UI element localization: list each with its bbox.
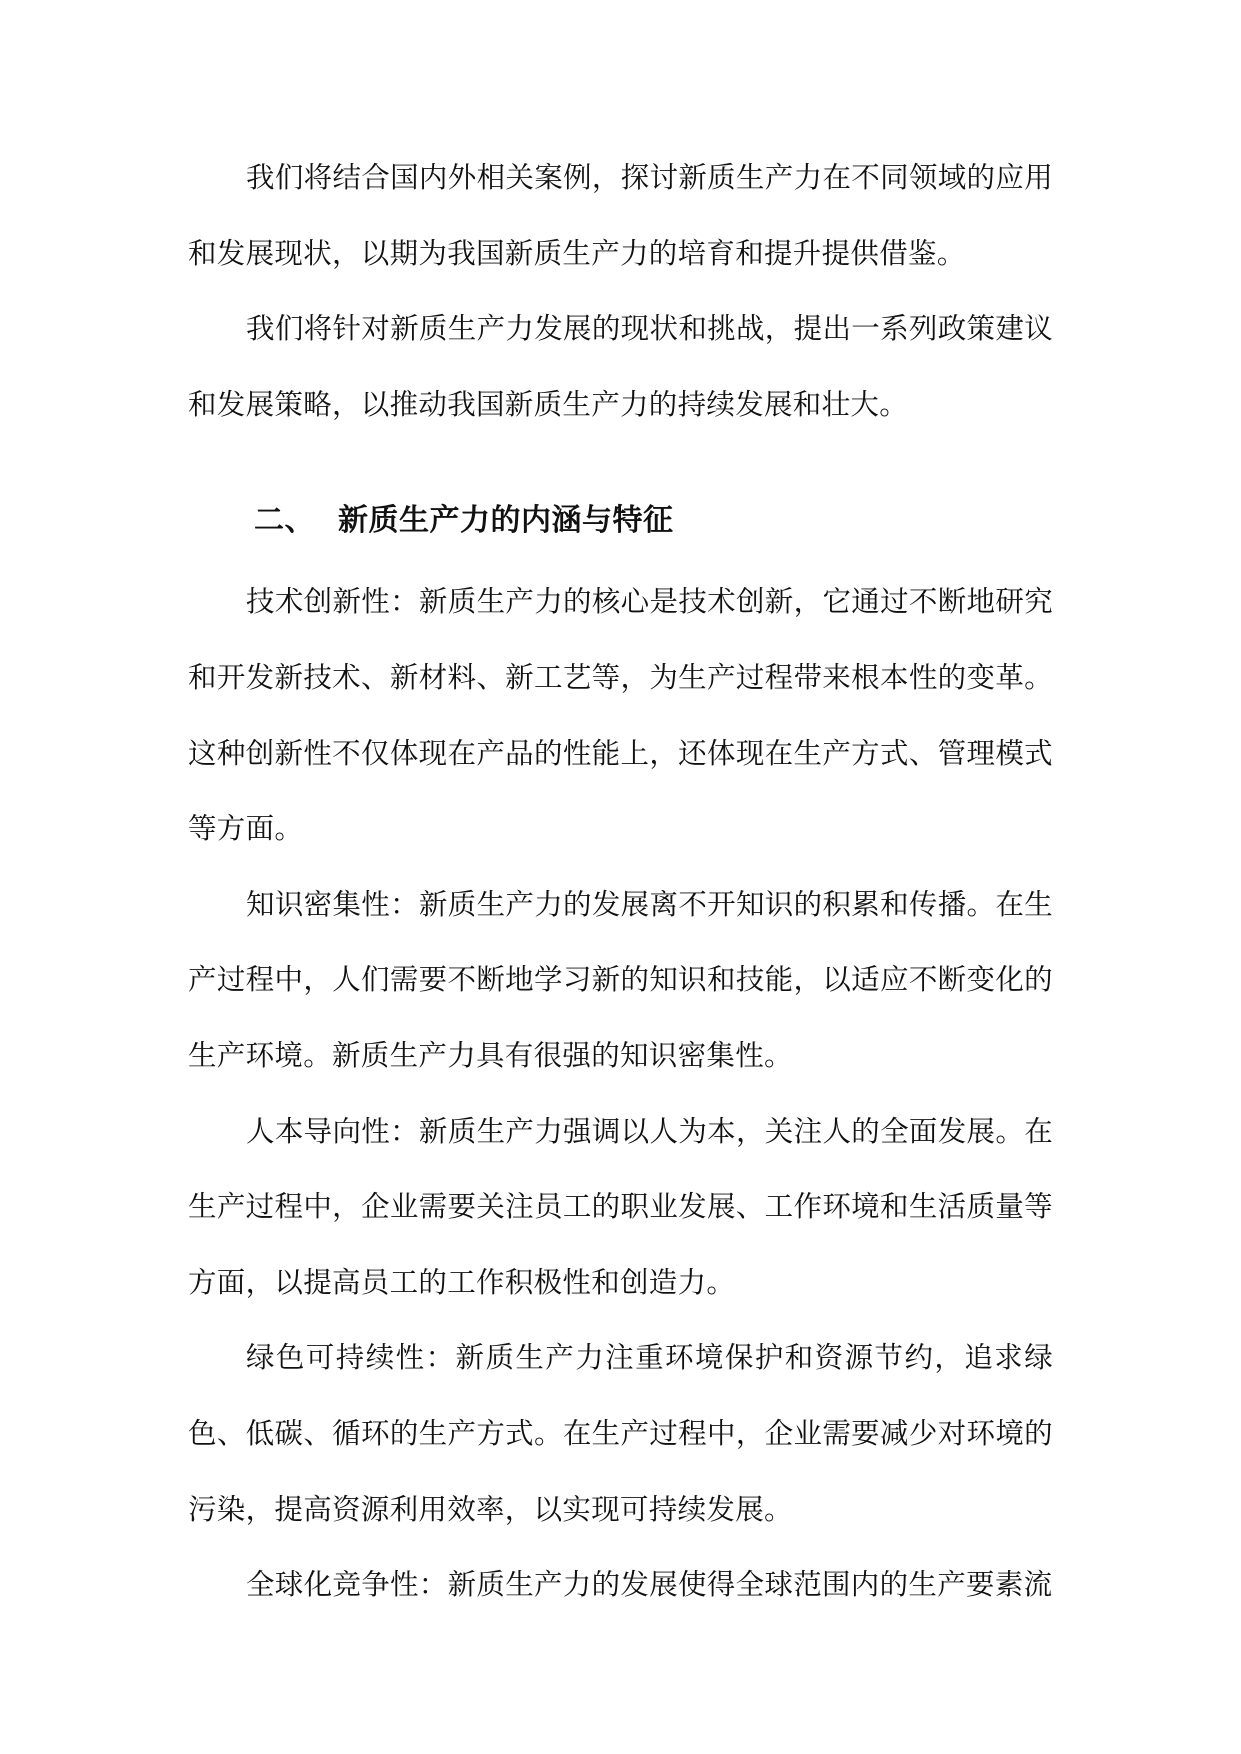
body-paragraph: 我们将针对新质生产力发展的现状和挑战，提出一系列政策建议和发展策略，以推动我国新质生产力的持续发展和壮大。 <box>188 312 1053 421</box>
body-paragraph: 绿色可持续性：新质生产力注重环境保护和资源节约，追求绿色、低碳、循环的生产方式。在生产过程中，企业需要减少对环境的污染，提高资源利用效率，以实现可持续发展。 <box>188 1341 1053 1526</box>
body-paragraph: 全球化竞争性：新质生产力的发展使得全球范围内的生产要素流 <box>246 1568 1053 1602</box>
body-paragraph: 技术创新性：新质生产力的核心是技术创新，它通过不断地研究和开发新技术、新材料、新工艺等，为生产过程带来根本性的变革。这种创新性不仅体现在产品的性能上，还体现在生产方式、管理模式等方面。 <box>188 585 1053 846</box>
body-paragraph: 知识密集性：新质生产力的发展离不开知识的积累和传播。在生产过程中，人们需要不断地学习新的知识和技能，以适应不断变化的生产环境。新质生产力具有很强的知识密集性。 <box>188 887 1053 1072</box>
document-body <box>188 140 1053 1623</box>
section-number: 二、 <box>254 503 315 539</box>
section-heading <box>188 484 1053 558</box>
body-paragraph: 人本导向性：新质生产力强调以人为本，关注人的全面发展。在生产过程中，企业需要关注员工的职业发展、工作环境和生活质量等方面，以提高员工的工作积极性和创造力。 <box>188 1114 1053 1299</box>
body-paragraph: 我们将结合国内外相关案例，探讨新质生产力在不同领域的应用和发展现状，以期为我国新质生产力的培育和提升提供借鉴。 <box>188 161 1053 270</box>
section-title: 新质生产力的内涵与特征 <box>338 503 674 539</box>
